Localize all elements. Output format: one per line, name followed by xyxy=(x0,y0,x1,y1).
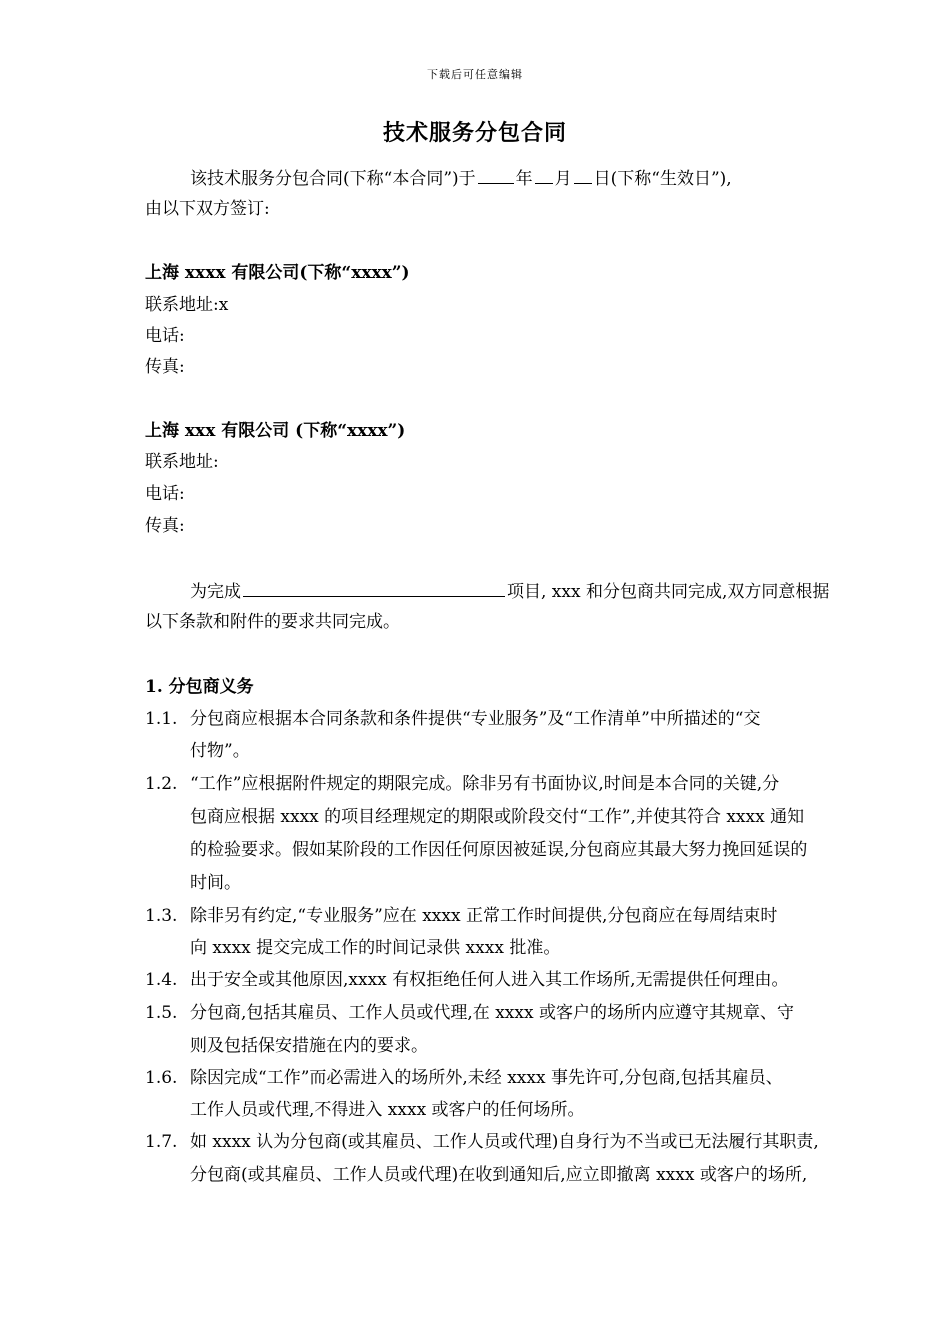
intro-line-2: 由以下双方签订: xyxy=(145,199,270,219)
clause-line xyxy=(145,969,789,991)
clause-line: 则及包括保安措施在内的要求。 xyxy=(190,1036,428,1056)
header-note: 下载后可任意编辑 xyxy=(427,68,523,81)
clause-line: 分包商(或其雇员、工作人员或代理)在收到通知后,应立即撤离 xxxx 或客户的场所, xyxy=(190,1165,808,1185)
party2-address: 联系地址: xyxy=(145,452,219,472)
clause-text: 如 xxxx 认为分包商(或其雇员、工作人员或代理)自身行为不当或已无法履行其职责, xyxy=(190,1132,819,1152)
section-heading: 1. 分包商义务 xyxy=(145,677,254,697)
clause-line: 包商应根据 xxxx 的项目经理规定的期限或阶段交付“工作”,并使其符合 xxxx 通知 xyxy=(190,807,805,827)
clause-text: “工作”应根据附件规定的期限完成。除非另有书面协议,时间是本合同的关键,分 xyxy=(190,774,780,794)
purpose-suffix: 项目, xxx 和分包商共同完成,双方同意根据 xyxy=(507,582,830,602)
clause-number: 1.7. xyxy=(145,1132,178,1152)
clause-line xyxy=(145,905,777,927)
clause-line: 工作人员或代理,不得进入 xxxx 或客户的任何场所。 xyxy=(190,1100,585,1120)
document-title: 技术服务分包合同 xyxy=(382,120,567,146)
purpose-prefix: 为完成 xyxy=(190,582,241,602)
clause-line xyxy=(145,1131,819,1153)
intro-year: 年 xyxy=(515,169,533,189)
party2-phone: 电话: xyxy=(145,484,185,504)
clause-number: 1.1. xyxy=(145,709,178,729)
party2-fax: 传真: xyxy=(145,516,185,536)
clause-number: 1.6. xyxy=(145,1068,178,1088)
intro-line-1 xyxy=(190,166,732,190)
party1-phone: 电话: xyxy=(145,326,185,346)
clause-text: 分包商应根据本合同条款和条件提供“专业服务”及“工作清单”中所描述的“交 xyxy=(190,709,761,729)
intro-month: 月 xyxy=(554,169,572,189)
month-blank xyxy=(535,166,553,184)
day-blank xyxy=(574,166,592,184)
party1-name: 上海 xxxx 有限公司(下称“xxxx”) xyxy=(145,263,410,283)
intro-text-2: 日(下称“生效日”), xyxy=(593,169,732,189)
party2-name: 上海 xxx 有限公司 (下称“xxxx”) xyxy=(145,421,406,441)
clause-text: 除非另有约定,“专业服务”应在 xxxx 正常工作时间提供,分包商应在每周结束时 xyxy=(190,906,778,926)
party1-address: 联系地址:x xyxy=(145,295,229,315)
clause-number: 1.4. xyxy=(145,970,178,990)
year-blank xyxy=(478,166,514,184)
project-blank xyxy=(243,579,505,597)
clause-line xyxy=(145,1002,794,1024)
clause-line: 的检验要求。假如某阶段的工作因任何原因被延误,分包商应其最大努力挽回延误的 xyxy=(190,840,808,860)
purpose-line-1 xyxy=(190,579,829,603)
clause-line xyxy=(145,708,760,730)
clause-line xyxy=(145,1067,783,1089)
purpose-line-2: 以下条款和附件的要求共同完成。 xyxy=(145,612,400,632)
clause-number: 1.3. xyxy=(145,906,178,926)
clause-line: 向 xxxx 提交完成工作的时间记录供 xxxx 批准。 xyxy=(190,938,561,958)
clause-line xyxy=(145,773,779,795)
clause-text: 出于安全或其他原因,xxxx 有权拒绝任何人进入其工作场所,无需提供任何理由。 xyxy=(190,970,789,990)
clause-number: 1.5. xyxy=(145,1003,178,1023)
clause-text: 除因完成“工作”而必需进入的场所外,未经 xxxx 事先许可,分包商,包括其雇员、 xyxy=(190,1068,783,1088)
clause-line: 时间。 xyxy=(190,873,241,893)
intro-text-1: 该技术服务分包合同(下称“本合同”)于 xyxy=(190,169,476,189)
clause-text: 分包商,包括其雇员、工作人员或代理,在 xxxx 或客户的场所内应遵守其规章、守 xyxy=(190,1003,794,1023)
clause-number: 1.2. xyxy=(145,774,178,794)
clause-line: 付物”。 xyxy=(190,741,250,761)
party1-fax: 传真: xyxy=(145,357,185,377)
